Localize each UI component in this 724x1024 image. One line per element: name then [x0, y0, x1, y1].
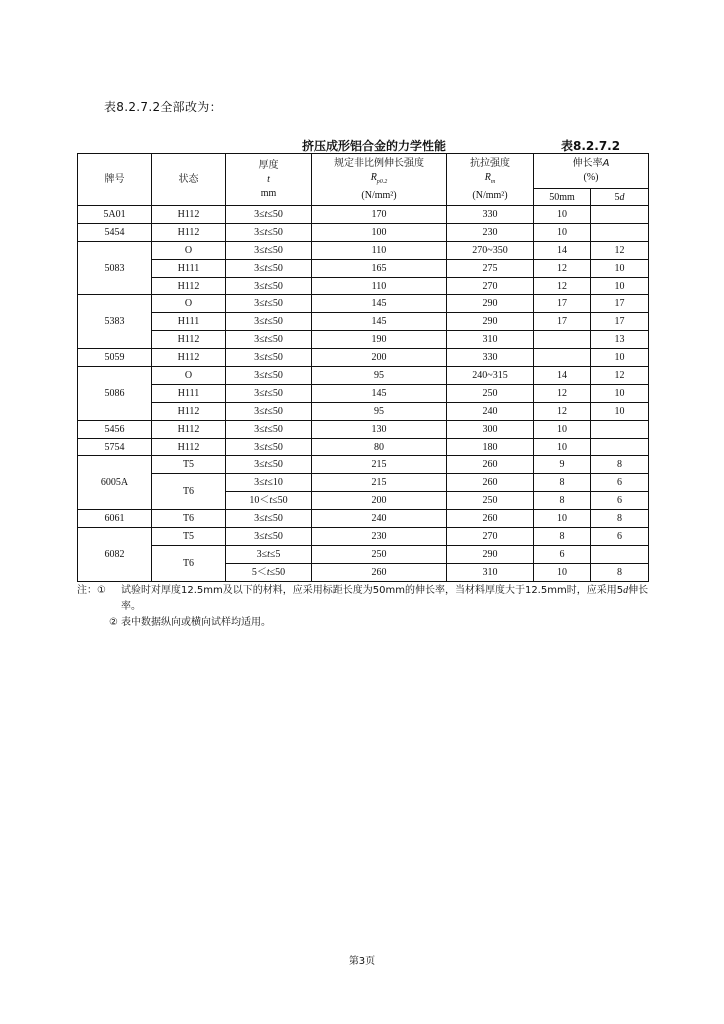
cell-tensile: 300 — [447, 420, 534, 438]
cell-grade: 5A01 — [78, 206, 152, 224]
cell-tensile: 260 — [447, 510, 534, 528]
cell-thickness: 3≤t≤50 — [226, 259, 312, 277]
cell-yield: 230 — [312, 528, 447, 546]
cell-grade: 5456 — [78, 420, 152, 438]
cell-grade: 5059 — [78, 349, 152, 367]
note-prefix: 注：① — [77, 585, 106, 596]
cell-thickness: 3≤t≤50 — [226, 241, 312, 259]
cell-e5d: 12 — [591, 367, 649, 385]
notes — [77, 583, 657, 631]
cell-thickness: 3≤t≤50 — [226, 349, 312, 367]
header-state: 状态 — [152, 154, 226, 206]
cell-e50: 10 — [534, 563, 591, 581]
cell-thickness: 3≤t≤50 — [226, 223, 312, 241]
table-row — [78, 474, 649, 492]
cell-e5d — [591, 223, 649, 241]
cell-tensile: 260 — [447, 456, 534, 474]
cell-thickness: 3≤t≤50 — [226, 313, 312, 331]
table-row — [78, 402, 649, 420]
cell-tensile: 180 — [447, 438, 534, 456]
cell-grade: 6082 — [78, 528, 152, 582]
table-title: 挤压成形铝合金的力学性能 — [302, 139, 447, 153]
header-thickness: 厚度 t mm — [226, 154, 312, 206]
cell-yield: 100 — [312, 223, 447, 241]
cell-state: H112 — [152, 420, 226, 438]
cell-e50: 10 — [534, 223, 591, 241]
cell-yield: 95 — [312, 402, 447, 420]
cell-e50: 12 — [534, 277, 591, 295]
cell-thickness: 3≤t≤50 — [226, 438, 312, 456]
cell-thickness: 3≤t≤50 — [226, 402, 312, 420]
cell-e5d — [591, 545, 649, 563]
cell-grade: 5383 — [78, 295, 152, 349]
note-2-marker: ② — [109, 617, 118, 628]
cell-e50: 14 — [534, 241, 591, 259]
cell-thickness: 3≤t≤5 — [226, 545, 312, 563]
note-2-text: 表中数据纵向或横向试样均适用。 — [121, 617, 271, 628]
cell-state: T6 — [152, 474, 226, 510]
note-1-text: 试验时对厚度12.5mm及以下的材料，应采用标距长度为50mm的伸长率，当材料厚度大于12.5mm时，应采用5d伸长率。 — [121, 585, 649, 612]
cell-tensile: 310 — [447, 563, 534, 581]
cell-state: T5 — [152, 528, 226, 546]
header-yield-strength: 规定非比例伸长强度 $R_{p0.2}$ (N/mm²) — [312, 154, 447, 206]
cell-thickness: 3≤t≤50 — [226, 331, 312, 349]
cell-e5d: 10 — [591, 277, 649, 295]
header-elong-5d: 5d — [591, 189, 649, 206]
cell-yield: 110 — [312, 277, 447, 295]
cell-yield: 170 — [312, 206, 447, 224]
table-row — [78, 510, 649, 528]
header-elong-50mm: 50mm — [534, 189, 591, 206]
cell-e50: 10 — [534, 420, 591, 438]
table-row — [78, 223, 649, 241]
cell-e5d: 6 — [591, 474, 649, 492]
cell-yield: 165 — [312, 259, 447, 277]
page-number: 第3页 — [348, 956, 376, 967]
cell-e5d: 8 — [591, 563, 649, 581]
cell-thickness: 3≤t≤50 — [226, 206, 312, 224]
cell-grade: 6005A — [78, 456, 152, 510]
table-row — [78, 295, 649, 313]
header-tensile-strength: 抗拉强度 $R_m$ (N/mm²) — [447, 154, 534, 206]
cell-yield: 215 — [312, 474, 447, 492]
cell-thickness: 3≤t≤50 — [226, 528, 312, 546]
table-number: 表8.2.7.2 — [561, 139, 621, 153]
cell-e5d: 8 — [591, 456, 649, 474]
cell-state: H111 — [152, 259, 226, 277]
cell-yield: 145 — [312, 384, 447, 402]
cell-state: H112 — [152, 331, 226, 349]
cell-e50: 12 — [534, 259, 591, 277]
table-row — [78, 313, 649, 331]
cell-e50: 8 — [534, 492, 591, 510]
cell-state: H112 — [152, 402, 226, 420]
cell-e50: 10 — [534, 438, 591, 456]
cell-e5d: 6 — [591, 528, 649, 546]
cell-e5d: 17 — [591, 295, 649, 313]
cell-e5d: 12 — [591, 241, 649, 259]
cell-thickness: 3≤t≤50 — [226, 420, 312, 438]
cell-tensile: 330 — [447, 349, 534, 367]
header-elongation: 伸长率A (%) — [534, 154, 649, 189]
cell-yield: 250 — [312, 545, 447, 563]
table-row — [78, 349, 649, 367]
cell-tensile: 240~315 — [447, 367, 534, 385]
cell-state: H112 — [152, 206, 226, 224]
cell-yield: 200 — [312, 349, 447, 367]
table-row — [78, 367, 649, 385]
cell-yield: 200 — [312, 492, 447, 510]
cell-tensile: 250 — [447, 384, 534, 402]
table-row — [78, 528, 649, 546]
cell-e50: 6 — [534, 545, 591, 563]
cell-yield: 130 — [312, 420, 447, 438]
note-1 — [77, 583, 657, 615]
cell-state: T6 — [152, 545, 226, 581]
cell-tensile: 330 — [447, 206, 534, 224]
cell-thickness: 3≤t≤50 — [226, 277, 312, 295]
cell-e50: 12 — [534, 384, 591, 402]
cell-state: O — [152, 367, 226, 385]
cell-yield: 145 — [312, 295, 447, 313]
cell-e5d — [591, 420, 649, 438]
cell-thickness: 10＜t≤50 — [226, 492, 312, 510]
cell-e50: 14 — [534, 367, 591, 385]
cell-state: H111 — [152, 313, 226, 331]
cell-tensile: 290 — [447, 313, 534, 331]
cell-e5d: 10 — [591, 384, 649, 402]
cell-state: H112 — [152, 349, 226, 367]
cell-e50: 10 — [534, 510, 591, 528]
cell-e5d: 10 — [591, 349, 649, 367]
cell-tensile: 270 — [447, 528, 534, 546]
cell-tensile: 250 — [447, 492, 534, 510]
cell-grade: 5086 — [78, 367, 152, 421]
cell-tensile: 290 — [447, 295, 534, 313]
cell-grade: 5454 — [78, 223, 152, 241]
table-row — [78, 545, 649, 563]
cell-tensile: 240 — [447, 402, 534, 420]
table-row — [78, 241, 649, 259]
table-row — [78, 420, 649, 438]
cell-grade: 6061 — [78, 510, 152, 528]
cell-e50 — [534, 331, 591, 349]
cell-grade: 5083 — [78, 241, 152, 295]
cell-thickness: 3≤t≤50 — [226, 456, 312, 474]
cell-e5d — [591, 206, 649, 224]
cell-state: T5 — [152, 456, 226, 474]
cell-tensile: 260 — [447, 474, 534, 492]
note-2 — [77, 615, 657, 631]
cell-e50: 10 — [534, 206, 591, 224]
cell-e50: 8 — [534, 528, 591, 546]
cell-e5d: 10 — [591, 259, 649, 277]
cell-thickness: 3≤t≤50 — [226, 295, 312, 313]
header-row — [78, 154, 649, 189]
cell-tensile: 275 — [447, 259, 534, 277]
cell-state: H112 — [152, 438, 226, 456]
cell-grade: 5754 — [78, 438, 152, 456]
cell-e5d: 8 — [591, 510, 649, 528]
cell-yield: 190 — [312, 331, 447, 349]
table-row — [78, 384, 649, 402]
cell-thickness: 3≤t≤10 — [226, 474, 312, 492]
table-row — [78, 277, 649, 295]
cell-state: H112 — [152, 223, 226, 241]
cell-tensile: 270 — [447, 277, 534, 295]
cell-thickness: 5＜t≤50 — [226, 563, 312, 581]
cell-state: H111 — [152, 384, 226, 402]
cell-e5d: 17 — [591, 313, 649, 331]
cell-e5d: 10 — [591, 402, 649, 420]
table-row — [78, 206, 649, 224]
cell-e50: 17 — [534, 295, 591, 313]
cell-e50: 9 — [534, 456, 591, 474]
cell-state: O — [152, 295, 226, 313]
cell-yield: 260 — [312, 563, 447, 581]
table-row — [78, 438, 649, 456]
cell-e5d: 6 — [591, 492, 649, 510]
cell-tensile: 230 — [447, 223, 534, 241]
cell-yield: 95 — [312, 367, 447, 385]
cell-state: T6 — [152, 510, 226, 528]
cell-e5d: 13 — [591, 331, 649, 349]
cell-yield: 110 — [312, 241, 447, 259]
header-grade: 牌号 — [78, 154, 152, 206]
cell-e50: 17 — [534, 313, 591, 331]
cell-yield: 80 — [312, 438, 447, 456]
cell-tensile: 290 — [447, 545, 534, 563]
mechanical-properties-table — [77, 153, 649, 582]
cell-thickness: 3≤t≤50 — [226, 384, 312, 402]
cell-tensile: 310 — [447, 331, 534, 349]
table-row — [78, 331, 649, 349]
cell-state: O — [152, 241, 226, 259]
cell-e50 — [534, 349, 591, 367]
table-row — [78, 456, 649, 474]
cell-thickness: 3≤t≤50 — [226, 367, 312, 385]
cell-thickness: 3≤t≤50 — [226, 510, 312, 528]
cell-state: H112 — [152, 277, 226, 295]
cell-tensile: 270~350 — [447, 241, 534, 259]
cell-yield: 145 — [312, 313, 447, 331]
table-row — [78, 259, 649, 277]
intro-text: 表8.2.7.2全部改为： — [104, 100, 222, 114]
cell-e50: 12 — [534, 402, 591, 420]
cell-e50: 8 — [534, 474, 591, 492]
cell-yield: 240 — [312, 510, 447, 528]
cell-e5d — [591, 438, 649, 456]
cell-yield: 215 — [312, 456, 447, 474]
